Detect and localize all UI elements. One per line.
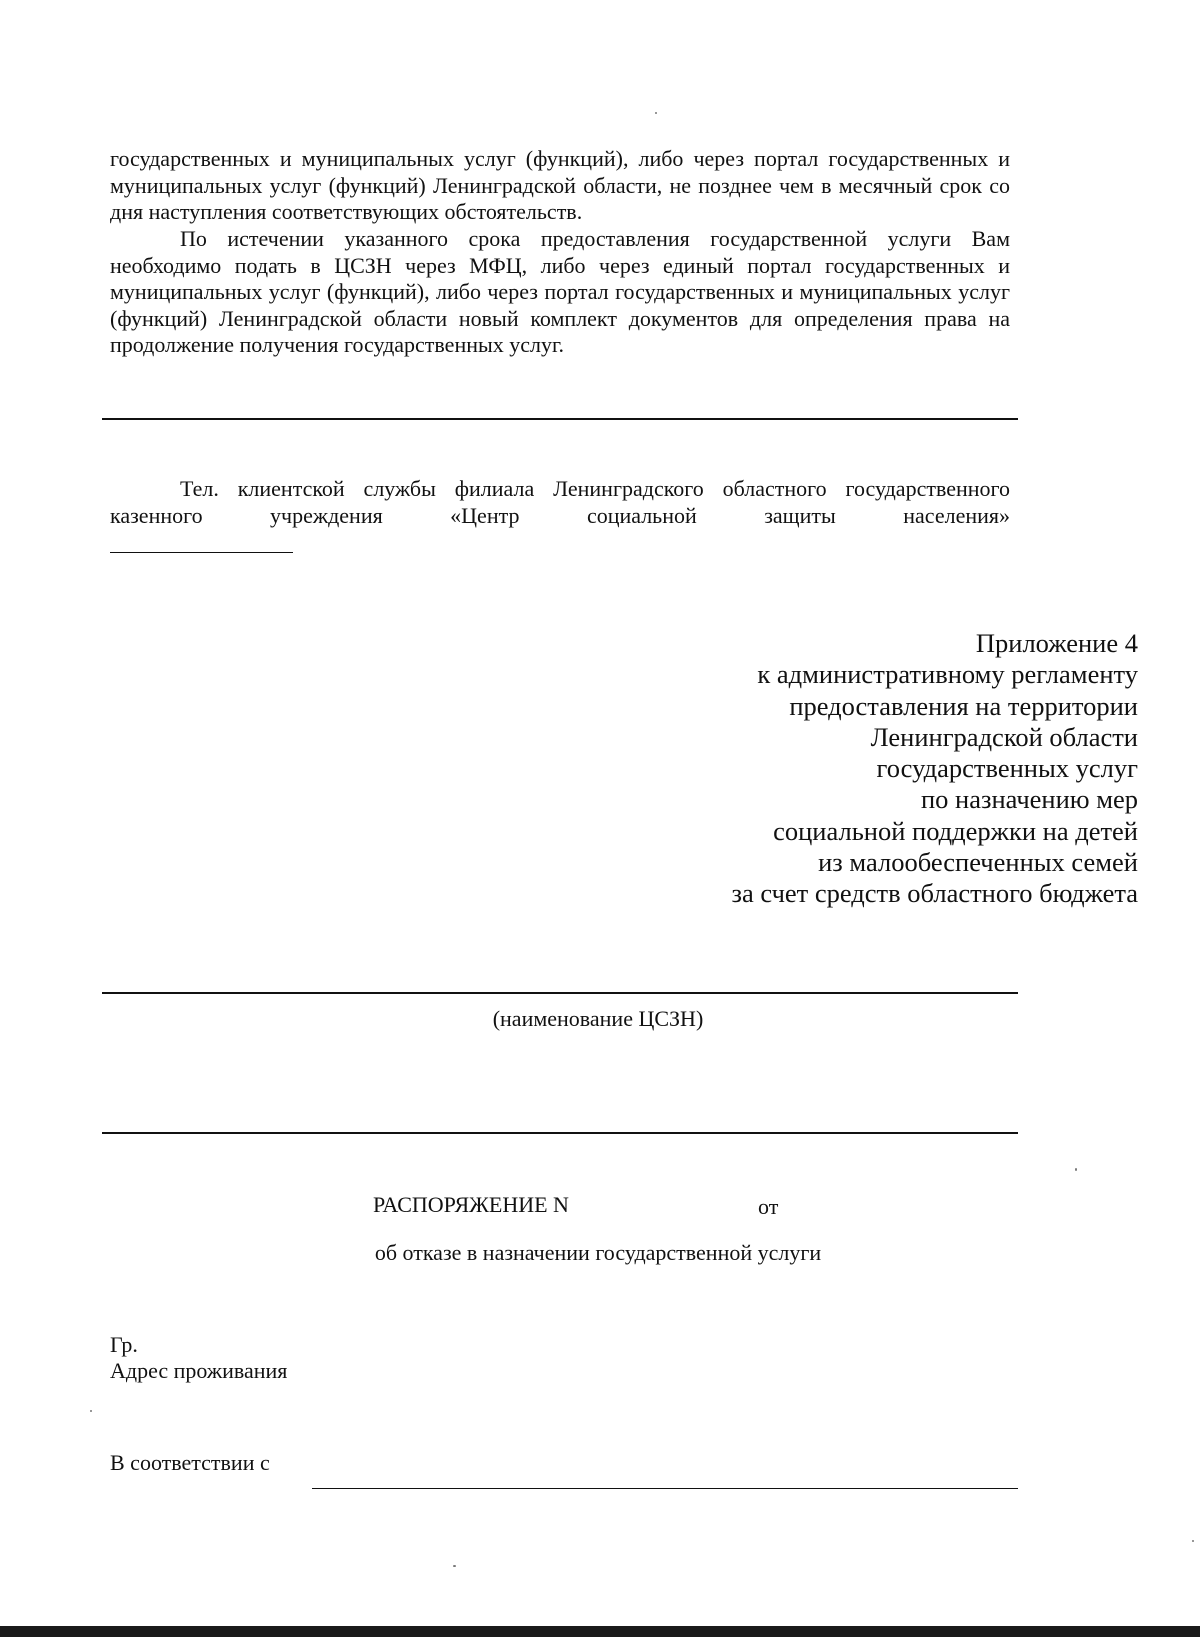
citizen-label: Гр. [110, 1332, 138, 1357]
appendix-line: социальной поддержки на детей [773, 815, 1138, 846]
appendix-line: предоставления на территории [789, 690, 1138, 721]
separator-line [102, 418, 1018, 420]
appendix-line: к административному регламенту [757, 659, 1138, 690]
separator-line [102, 1132, 1018, 1134]
appendix-line: Приложение 4 [975, 628, 1138, 658]
basis-label: В соответствии с [110, 1450, 270, 1475]
intro-paragraph-1: государственных и муниципальных услуг (функций), либо через портал государственных и муниципальных услуг (функций) Ленинградской области, не позднее чем в месячный срок со дня наступления соответствующих обстоятельств. [110, 146, 1010, 224]
scan-speck [1075, 1168, 1077, 1171]
appendix-line: государственных услуг [876, 753, 1138, 784]
scan-speck [90, 1410, 92, 1412]
order-date-label: от [758, 1194, 779, 1219]
appendix-header [732, 628, 1139, 910]
scan-speck [1192, 1540, 1194, 1542]
appendix-line: за счет средств областного бюджета [731, 878, 1138, 909]
scan-speck [655, 112, 657, 114]
scan-edge-bar [0, 1626, 1200, 1637]
address-label: Адрес проживания [110, 1358, 288, 1383]
csn-name-line [102, 992, 1018, 994]
order-subtitle: об отказе в назначении государственной услуги [374, 1240, 822, 1265]
phone-paragraph: Тел. клиентской службы филиала Ленинградского областного государственного казенного учреждения «Центр социальной защиты населения» [110, 476, 1010, 528]
appendix-line: Ленинградской области [870, 721, 1138, 752]
basis-blank-line [312, 1488, 1018, 1489]
intro-paragraph-2: По истечении указанного срока предоставления государственной услуги Вам необходимо подать в ЦСЗН через МФЦ, либо через единый портал государственных и муниципальных услуг (функций), либо через портал государственных и муниципальных услуг (функций) Ленинградской области новый комплект документов для определения права на продолжение получения государственных услуг. [110, 226, 1010, 357]
order-title: РАСПОРЯЖЕНИЕ N [373, 1192, 569, 1217]
csn-caption: (наименование ЦСЗН) [492, 1006, 704, 1031]
phone-number-blank [110, 552, 293, 553]
appendix-line: из малообеспеченных семей [818, 847, 1138, 878]
appendix-line: по назначению мер [920, 784, 1138, 815]
scan-speck [453, 1565, 456, 1567]
